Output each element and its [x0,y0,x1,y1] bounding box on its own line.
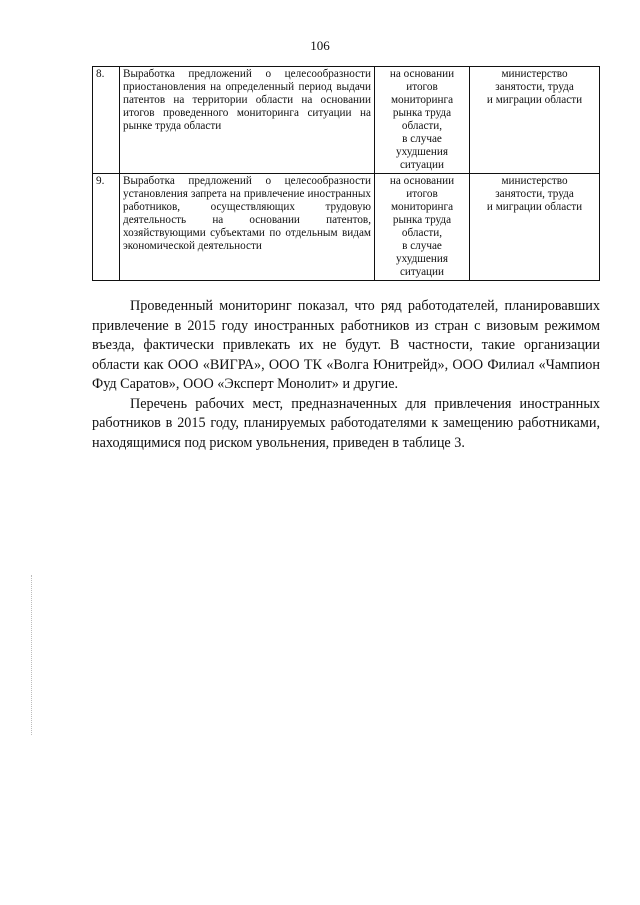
deadline-line: итогов [406,188,438,200]
deadline-line: ситуации [399,159,445,171]
row-number: 8. [93,67,120,174]
deadline-line: мониторинга [390,201,454,213]
body-text [92,297,600,453]
measure-deadline [375,174,470,281]
deadline-line: области, [401,120,443,132]
responsible-body [470,174,600,281]
responsible-line: занятости, труда [495,188,574,200]
deadline-line: рынка труда [392,214,452,226]
measure-deadline [375,67,470,174]
responsible-line: министерство [501,68,568,80]
page-number: 106 [310,38,330,53]
deadline-line: в случае [402,133,442,145]
measure-description: Выработка предложений о целесообразности установления запрета на привлечение иностранных работников, осуществляющих трудовую деятельность на основании патентов, хозяйствующими субъектами по отдельным видам экономической деятельности [120,174,375,281]
paragraph-monitoring-result: Проведенный мониторинг показал, что ряд работодателей, планировавших привлечение в 2015 году иностранных работников из стран с визовым режимом въезда, фактически привлекать их не будут. В частности, такие организации области как ООО «ВИГРА», ООО ТК «Волга Юнитрейд», ООО Филиал «Чампион Фуд Саратов», ООО «Эксперт Монолит» и другие. [92,298,600,392]
scan-margin-marks [31,575,34,735]
measure-description: Выработка предложений о целесообразности приостановления на определенный период выдачи патентов на территории области на основании итогов проведенного мониторинга ситуации на рынке труда области [120,67,375,174]
responsible-line: занятости, труда [495,81,574,93]
deadline-line: на основании [389,68,455,80]
deadline-line: ухудшения [395,253,449,265]
responsible-line: и миграции области [486,94,583,106]
deadline-line: мониторинга [390,94,454,106]
deadline-line: ухудшения [395,146,449,158]
deadline-line: области, [401,227,443,239]
deadline-line: на основании [389,175,455,187]
paragraph-table-reference: Перечень рабочих мест, предназначенных для привлечения иностранных работников в 2015 году, планируемых работодателями к замещению работниками, находящимися под риском увольнения, приведен в таблице 3. [92,395,600,451]
measures-table [92,66,600,281]
responsible-body [470,67,600,174]
deadline-line: рынка труда [392,107,452,119]
deadline-line: ситуации [399,266,445,278]
deadline-line: в случае [402,240,442,252]
row-number: 9. [93,174,120,281]
responsible-line: и миграции области [486,201,583,213]
table-row [93,67,600,174]
deadline-line: итогов [406,81,438,93]
responsible-line: министерство [501,175,568,187]
table-row [93,174,600,281]
